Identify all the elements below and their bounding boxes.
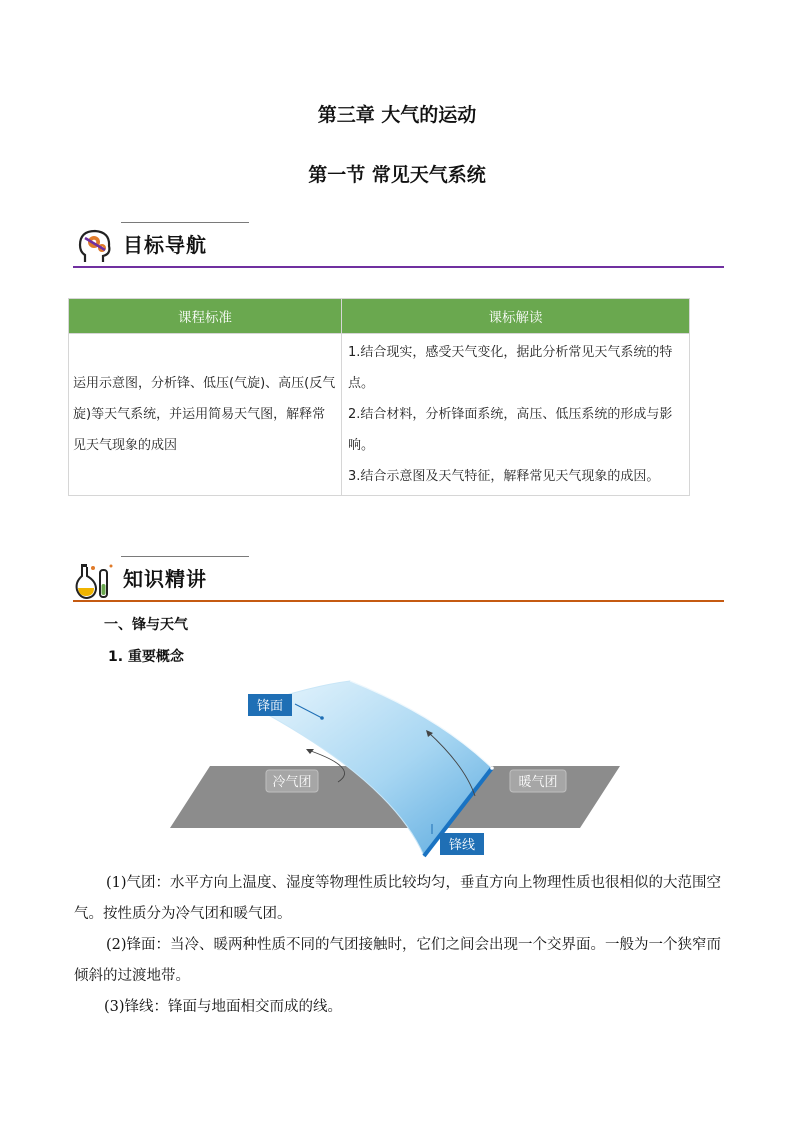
front-surface-label: 锋面 bbox=[256, 699, 284, 714]
interpretation-cell bbox=[342, 334, 690, 496]
curriculum-standards-table bbox=[68, 298, 690, 496]
front-line-label: 锋线 bbox=[448, 838, 476, 853]
chapter-title: 第三章 大气的运动 bbox=[317, 104, 477, 126]
heading-key-concepts: 1. 重要概念 bbox=[108, 649, 184, 665]
paragraph-front-surface: (2)锋面：当冷、暖两种性质不同的气团接触时，它们之间会出现一个交界面。一般为一个狭窄而倾斜的过渡地带。 bbox=[74, 937, 722, 984]
col-standard-header: 课程标准 bbox=[69, 299, 342, 334]
table-row bbox=[69, 334, 690, 496]
heading-front-weather: 一、锋与天气 bbox=[104, 617, 188, 633]
interpretation-item-1: 1.结合现实，感受天气变化，据此分析常见天气系统的特点。 bbox=[348, 345, 673, 391]
section-top-rule bbox=[121, 222, 249, 223]
goals-section-rule bbox=[73, 266, 724, 268]
section-top-rule bbox=[121, 556, 249, 557]
interpretation-item-2: 2.结合材料，分析锋面系统，高压、低压系统的形成与影响。 bbox=[348, 407, 673, 453]
knowledge-section-header bbox=[73, 556, 724, 602]
goals-section-header bbox=[73, 222, 724, 268]
goals-section-title: 目标导航 bbox=[123, 233, 207, 257]
standard-cell: 运用示意图，分析锋、低压(气旋)、高压(反气旋)等天气系统，并运用简易天气图，解释常见天气现象的成因 bbox=[69, 334, 342, 496]
interpretation-item-3: 3.结合示意图及天气特征，解释常见天气现象的成因。 bbox=[348, 469, 660, 484]
cold-air-mass-label: 冷气团 bbox=[272, 775, 312, 790]
paragraph-front-line: (3)锋线：锋面与地面相交而成的线。 bbox=[104, 999, 343, 1015]
head-gears-icon bbox=[73, 226, 117, 266]
section-title: 第一节 常见天气系统 bbox=[308, 164, 486, 186]
warm-air-mass-label: 暖气团 bbox=[518, 775, 558, 790]
lab-flask-icon bbox=[73, 560, 117, 600]
knowledge-section-title: 知识精讲 bbox=[123, 567, 207, 591]
table-header-row bbox=[69, 299, 690, 334]
paragraph-air-mass: (1)气团：水平方向上温度、湿度等物理性质比较均匀，垂直方向上物理性质也很相似的大范围空气。按性质分为冷气团和暖气团。 bbox=[74, 875, 722, 922]
col-interpretation-header: 课标解读 bbox=[342, 299, 690, 334]
front-diagram bbox=[170, 676, 620, 860]
knowledge-section-rule bbox=[73, 600, 724, 602]
